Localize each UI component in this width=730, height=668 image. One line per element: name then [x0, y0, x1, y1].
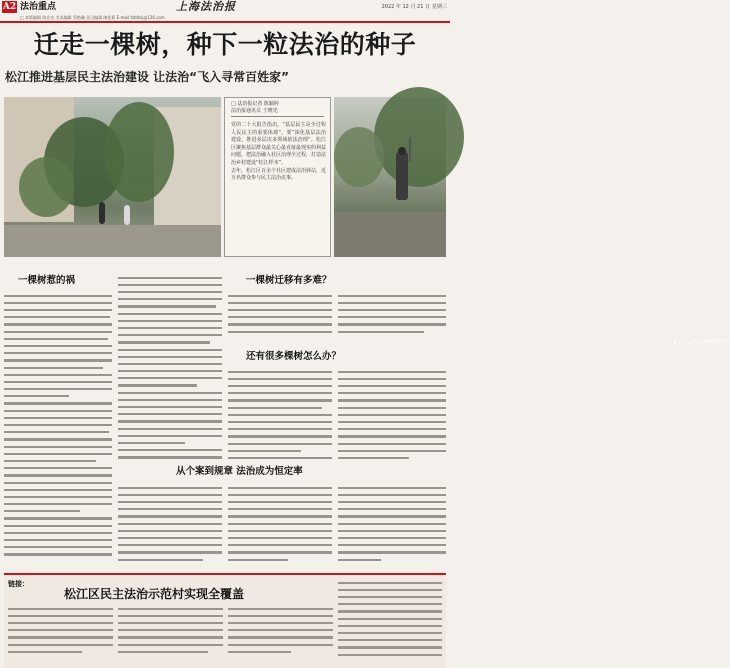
article-column-8 [228, 484, 332, 564]
publication-weekday: 星期三 [431, 4, 447, 10]
masthead-divider [0, 21, 450, 23]
link-column-2 [118, 605, 223, 665]
article-intro-box [224, 97, 331, 257]
news-photo-residential-trees [4, 97, 221, 257]
article-column-1 [4, 292, 112, 562]
main-headline: 迁走一棵树，种下一粒法治的种子 [33, 30, 417, 59]
sub-headline: 松江推进基层民主法治建设 让法治“飞入寻常百姓家” [5, 70, 289, 84]
section-title-4: 从个案到规章 法治成为恒定率 [176, 466, 303, 477]
article-column-2 [118, 274, 222, 464]
article-column-5 [228, 368, 332, 463]
related-link-box [4, 573, 446, 668]
newspaper-logo: 上海法治报 [176, 0, 236, 13]
article-column-6 [338, 368, 446, 463]
section-title-2: 一棵树迁移有多难？ [246, 275, 332, 286]
publication-date: 2022 年 12 月 21 日 [381, 4, 430, 10]
news-photo-tree-trimming [334, 97, 730, 345]
masthead [0, 0, 450, 14]
link-column-3 [228, 605, 333, 665]
section-title-3: 还有很多棵树怎么办？ [246, 351, 342, 362]
article-column-4 [338, 292, 446, 342]
link-column-4 [338, 579, 442, 665]
photo-caption: ▲工作人员正在修剪楼前树木 [673, 340, 730, 345]
article-column-9 [338, 484, 446, 564]
intro-text: 党的二十大报告指出，“基层民主是全过程人民民主的重要体现”。要“深化基层法治建设，推进多层次多领域依法治理”。松江区聚焦基层群众最关心最直接最现实的利益问题，把法治融入社区治理全过程，打造法治乡村建设“松江样本”。 去年，松江区百余个社区建成法治驿站，近万名群众参与民主法治议事。 [231, 122, 327, 182]
page-number-badge: A2 [2, 2, 17, 12]
editor-credits: □ 本版编辑 陈宏光 美术编辑 蔡艳璐 见习编辑 陶佳莉 E-mail:fzbfzsj@126.com [20, 15, 165, 20]
article-column-3 [228, 292, 332, 342]
link-title: 松江区民主法治示范村实现全覆盖 [64, 587, 245, 601]
section-name: 法治重点 [20, 2, 57, 12]
link-label: 链接： [8, 580, 29, 588]
section-title-1: 一棵树惹的祸 [18, 275, 76, 286]
article-column-7 [118, 484, 222, 564]
link-column-1 [8, 605, 113, 665]
reporter-credit: □ 法治报记者 陈颖婷 [231, 101, 279, 107]
correspondent-credit: 法治报通讯员 王晓光 [231, 108, 278, 114]
